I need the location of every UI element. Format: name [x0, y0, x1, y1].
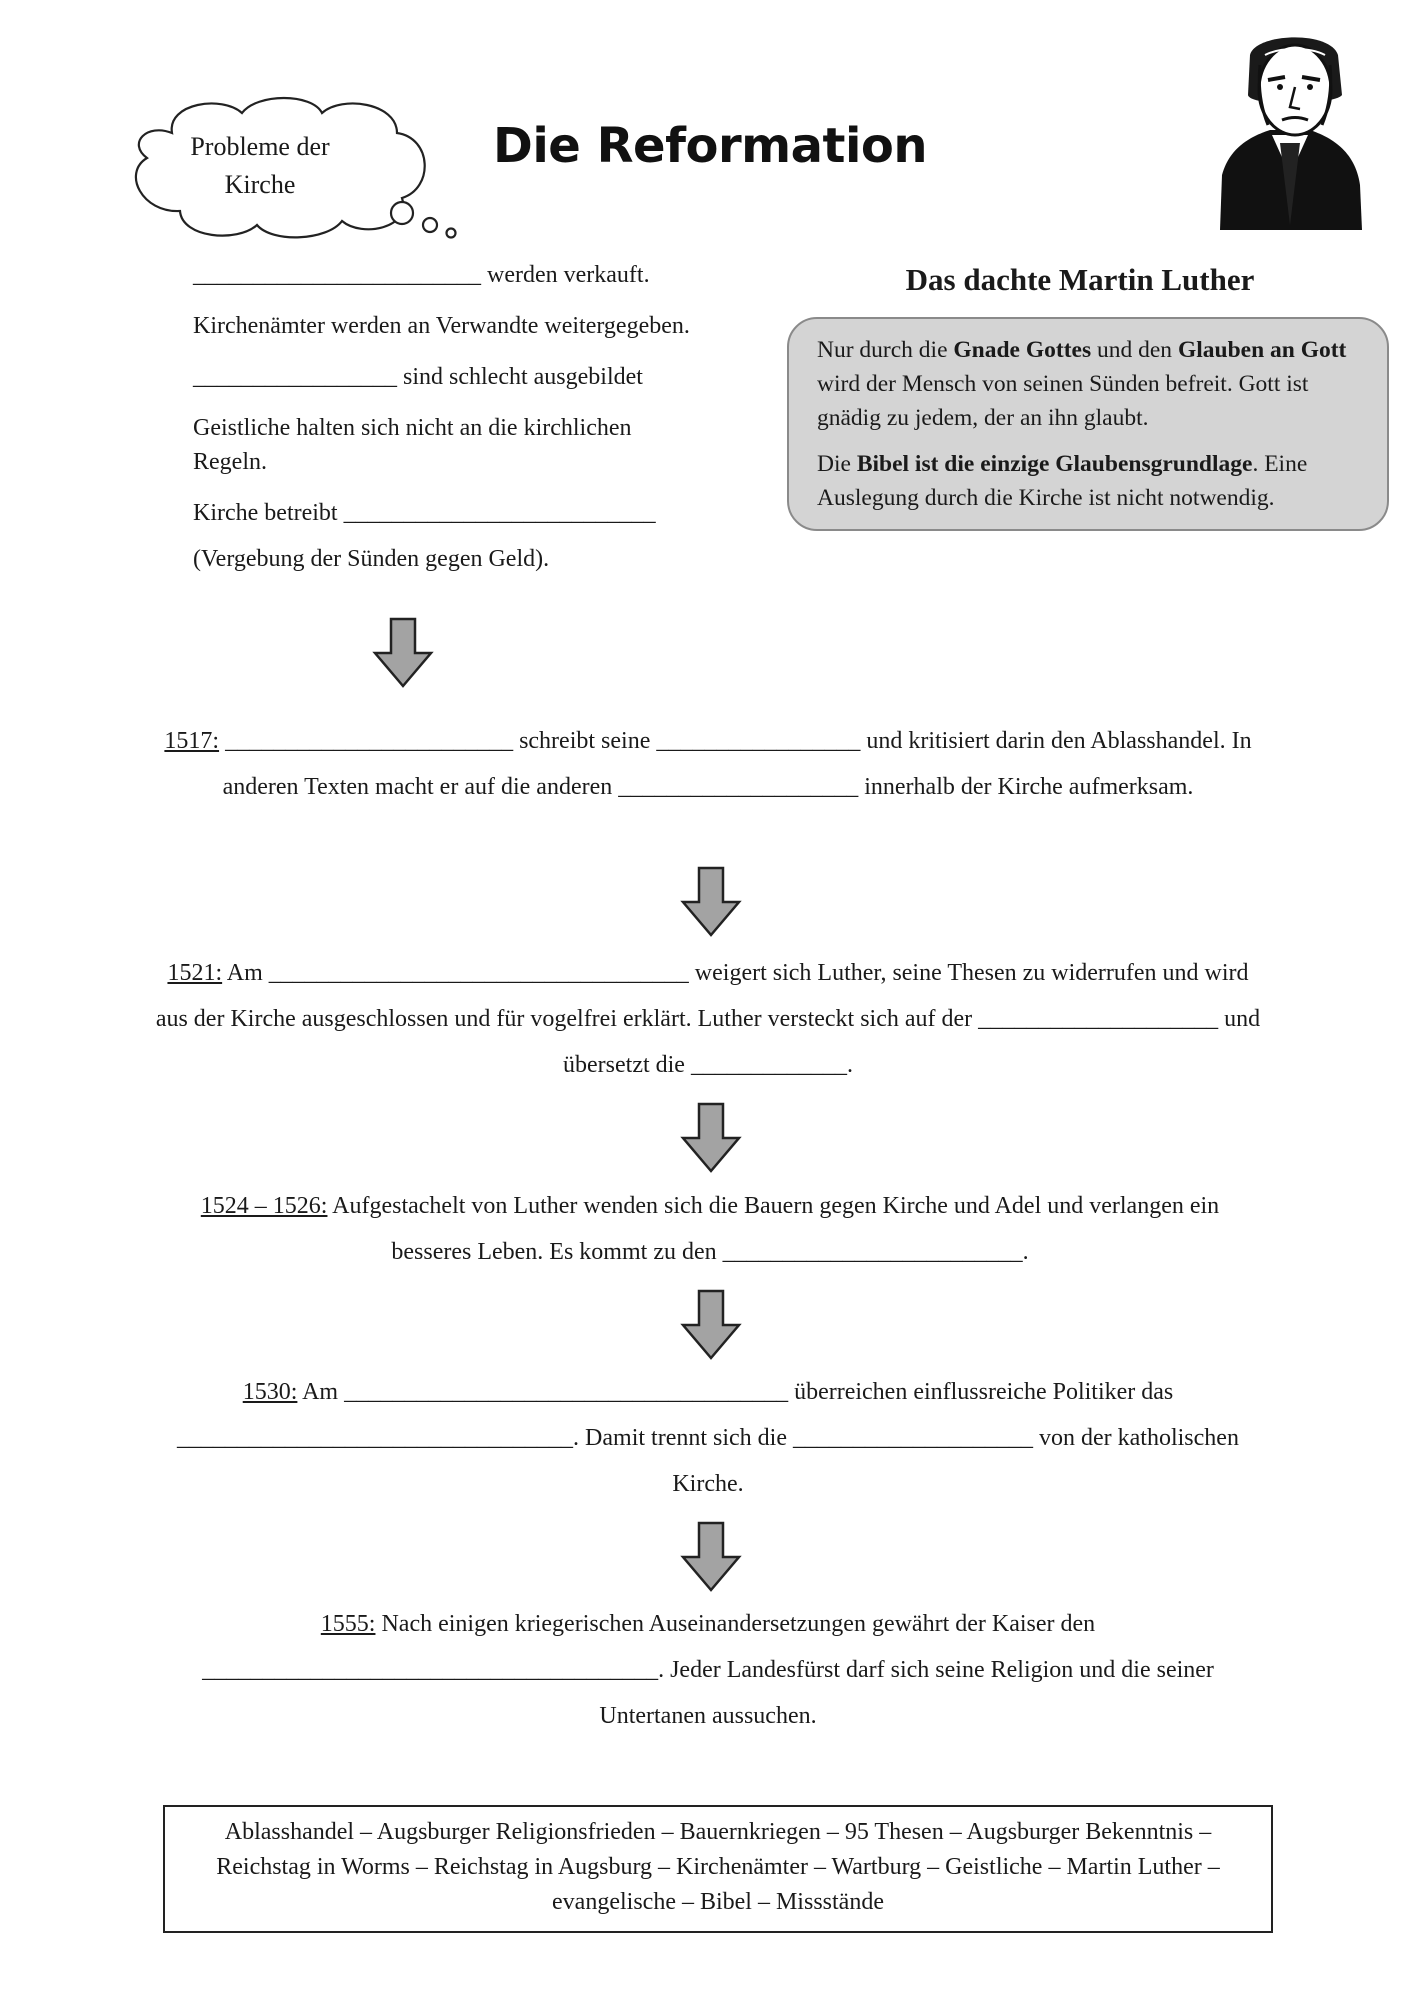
- timeline-1530: 1530: Am _____________________________________ überreichen einflussreiche Politiker das _________________________________. Damit trennt sich die ____________________ von der katholischen Kirche.: [177, 1379, 1239, 1497]
- page-title: Die Reformation: [493, 118, 928, 174]
- cloud-label: Probleme der Kirche: [190, 132, 330, 199]
- word-bank: Ablasshandel – Augsburger Religionsfrieden – Bauernkriegen – 95 Thesen – Augsburger Bekenntnis – Reichstag in Worms – Reichstag in Augsburg – Kirchenämter – Wartburg – Geistliche – Martin Luther – evangelische – Bibel – Missstände: [163, 1805, 1273, 1933]
- luther-heading: Das dachte Martin Luther: [905, 262, 1255, 297]
- year-label: 1524 – 1526:: [200, 1193, 328, 1219]
- year-label: 1555:: [320, 1611, 376, 1637]
- timeline-1517: 1517: ________________________ schreibt seine _________________ und kritisiert darin den Ablasshandel. In anderen Texten macht er auf die anderen ____________________ innerhalb der Kirche aufmerksam.: [164, 728, 1252, 800]
- problem-item: _________________ sind schlecht ausgebildet: [193, 364, 643, 390]
- luther-paragraph-1: Nur durch die Gnade Gottes und den Glauben an Gott wird der Mensch von seinen Sünden befreit. Gott ist gnädig zu jedem, der an ihn glaubt.: [817, 337, 1347, 431]
- year-label: 1521:: [167, 960, 223, 986]
- luther-portrait-icon: [1210, 25, 1370, 230]
- problem-item: (Vergebung der Sünden gegen Geld).: [193, 546, 550, 572]
- luther-beliefs-box: [787, 317, 1389, 531]
- problems-list: [193, 258, 783, 576]
- timeline-1521: 1521: Am ___________________________________ weigert sich Luther, seine Thesen zu widerrufen und wird aus der Kirche ausgeschlossen und für vogelfrei erklärt. Luther versteckt sich auf der ____________________ und übersetzt die _____________.: [155, 960, 1261, 1078]
- timeline-1524: 1524 – 1526: Aufgestachelt von Luther wenden sich die Bauern gegen Kirche und Adel und verlangen ein besseres Leben. Es kommt zu den _________________________.: [200, 1193, 1220, 1265]
- down-arrow-icon: [680, 1289, 742, 1361]
- down-arrow-icon: [680, 1521, 742, 1593]
- year-label: 1530:: [242, 1379, 298, 1405]
- down-arrow-icon: [680, 1102, 742, 1174]
- luther-paragraph-2: Die Bibel ist die einzige Glaubensgrundlage. Eine Auslegung durch die Kirche ist nicht notwendig.: [817, 451, 1308, 511]
- problem-item: Kirchenämter werden an Verwandte weitergegeben.: [193, 313, 690, 339]
- problem-item: Geistliche halten sich nicht an die kirchlichen Regeln.: [193, 415, 632, 475]
- problem-item: ________________________ werden verkauft.: [193, 262, 650, 288]
- down-arrow-icon: [372, 617, 434, 689]
- problem-item: Kirche betreibt __________________________: [193, 500, 656, 526]
- down-arrow-icon: [680, 866, 742, 938]
- timeline-1555: 1555: Nach einigen kriegerischen Auseinandersetzungen gewährt der Kaiser den ______________________________________. Jeder Landesfürst darf sich seine Religion und die seiner Untertanen aussuchen.: [202, 1611, 1214, 1729]
- year-label: 1517:: [164, 728, 220, 754]
